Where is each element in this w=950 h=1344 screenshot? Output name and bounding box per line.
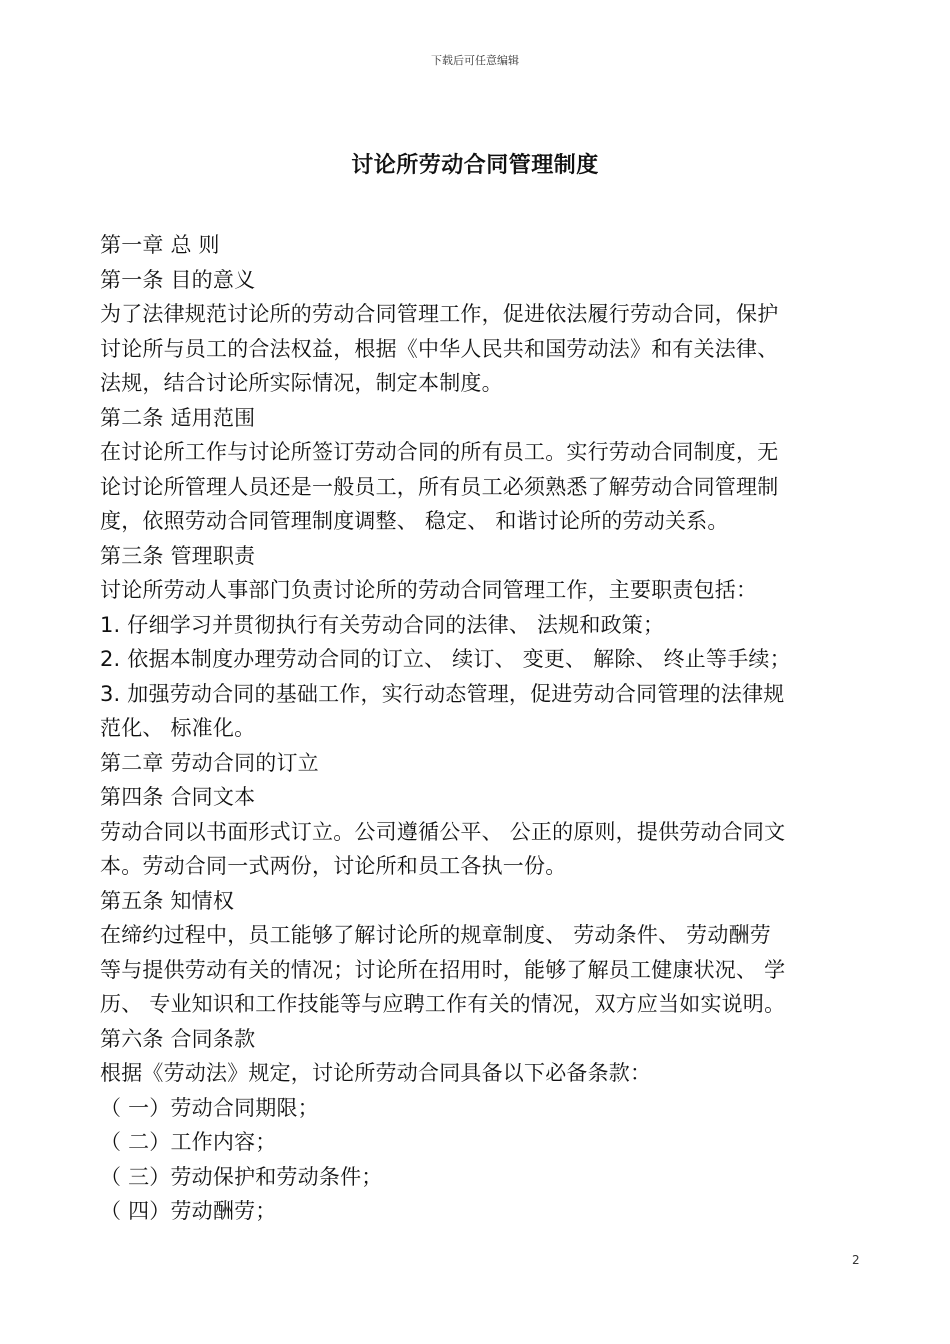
paragraph-line: 度，依照劳动合同管理制度调整、 稳定、 和谐讨论所的劳动关系。 [100, 509, 729, 533]
chapter-heading: 第二章 劳动合同的订立 [100, 750, 319, 775]
paragraph-line: 讨论所与员工的合法权益，根据《中华人民共和国劳动法》和有关法律、 [100, 336, 779, 361]
list-item: （ 二）工作内容； [100, 1130, 277, 1154]
list-item: 2. 依据本制度办理劳动合同的订立、 续订、 变更、 解除、 终止等手续； [100, 647, 791, 671]
paragraph-line: 法规，结合讨论所实际情况，制定本制度。 [100, 371, 503, 395]
paragraph-line: 劳动合同以书面形式订立。公司遵循公平、 公正的原则，提供劳动合同文 [100, 819, 786, 844]
paragraph-line: 论讨论所管理人员还是一般员工，所有员工必须熟悉了解劳动合同管理制 [100, 474, 779, 499]
paragraph-line: 本。劳动合同一式两份，讨论所和员工各执一份。 [100, 854, 567, 878]
article-heading: 第三条 管理职责 [100, 543, 256, 568]
article-heading: 第六条 合同条款 [100, 1026, 256, 1051]
document-title: 讨论所劳动合同管理制度 [351, 153, 599, 178]
list-item: 范化、 标准化。 [100, 716, 256, 740]
document-body [100, 228, 860, 1229]
page-number: 2 [852, 1253, 860, 1267]
paragraph-line: 根据《劳动法》规定，讨论所劳动合同具备以下必备条款： [100, 1061, 652, 1085]
paragraph-line: 等与提供劳动有关的情况；讨论所在招用时，能够了解员工健康状况、 学 [100, 957, 786, 982]
article-heading: 第五条 知情权 [100, 888, 235, 913]
article-heading: 第一条 目的意义 [100, 267, 256, 292]
list-item: （ 三）劳动保护和劳动条件； [100, 1164, 383, 1189]
page-header-note: 下载后可任意编辑 [431, 54, 519, 67]
paragraph-line: 在讨论所工作与讨论所签订劳动合同的所有员工。实行劳动合同制度，无 [100, 440, 779, 464]
article-heading: 第二条 适用范围 [100, 405, 256, 430]
chapter-heading: 第一章 总 则 [100, 233, 220, 257]
list-item: （ 一）劳动合同期限； [100, 1095, 319, 1120]
paragraph-line: 为了法律规范讨论所的劳动合同管理工作，促进依法履行劳动合同，保护 [100, 302, 779, 326]
paragraph-line: 讨论所劳动人事部门负责讨论所的劳动合同管理工作，主要职责包括： [100, 578, 758, 602]
list-item: （ 四）劳动酬劳； [100, 1199, 277, 1223]
article-heading: 第四条 合同文本 [100, 785, 256, 809]
list-item: 1. 仔细学习并贯彻执行有关劳动合同的法律、 法规和政策； [100, 612, 665, 637]
paragraph-line: 在缔约过程中，员工能够了解讨论所的规章制度、 劳动条件、 劳动酬劳 [100, 923, 771, 947]
paragraph-line: 历、 专业知识和工作技能等与应聘工作有关的情况，双方应当如实说明。 [100, 992, 786, 1016]
list-item: 3. 加强劳动合同的基础工作，实行动态管理，促进劳动合同管理的法律规 [100, 681, 785, 706]
